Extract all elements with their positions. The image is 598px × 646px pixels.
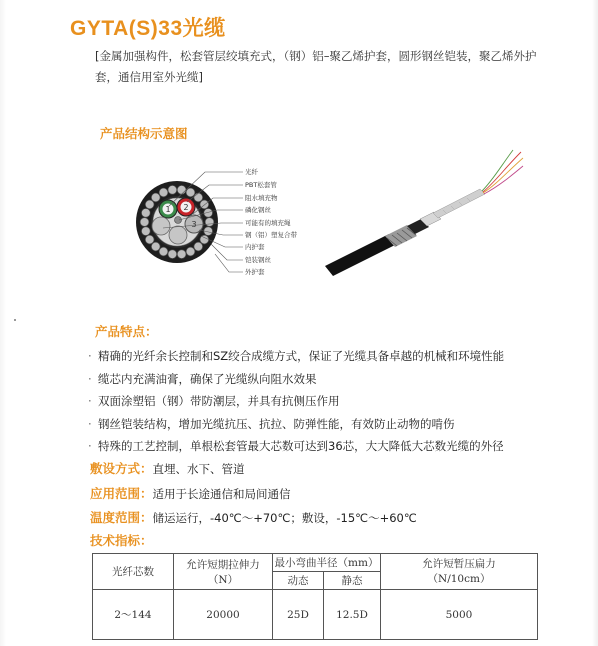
- header-crush: [381, 554, 538, 590]
- filler-rod-1: [169, 226, 187, 244]
- cable-side-view: [325, 148, 525, 278]
- features-heading: 产品特点：: [95, 324, 158, 339]
- side-tubes: [433, 189, 485, 218]
- armor-wire: [186, 188, 195, 197]
- cell-tensile: 20000: [174, 590, 273, 640]
- header-static: 静态: [324, 572, 381, 590]
- side-fibers: [482, 150, 523, 194]
- armor-wire: [186, 247, 195, 256]
- diagram-heading: 产品结构示意图: [100, 126, 188, 141]
- label-inner-sheath: 内护套: [245, 243, 265, 251]
- armor-wire: [141, 227, 150, 236]
- application-label: 应用范围：: [90, 486, 153, 501]
- application-value: 适用于长途通信和局间通信: [152, 487, 291, 501]
- label-fiber: 光纤: [245, 168, 258, 176]
- armor-wire: [159, 188, 168, 197]
- spec-table: [92, 553, 538, 640]
- filler-rod-2: [152, 217, 170, 235]
- armor-wire: [194, 242, 203, 251]
- cell-dynamic: 25D: [273, 590, 324, 640]
- armor-wire: [140, 218, 149, 227]
- header-crush-unit: （N/10cm）: [427, 572, 491, 585]
- label-outer-sheath: 外护套: [245, 268, 265, 276]
- label-pbt-tube: PBT松套管: [245, 181, 277, 189]
- armor-wire: [168, 250, 177, 259]
- tube-mark-3: 3: [191, 220, 197, 229]
- armor-wire: [151, 193, 160, 202]
- side-outer-sheath: [325, 234, 397, 276]
- laying-value: 直埋、水下、管道: [152, 462, 245, 476]
- label-composite-tape: 钢（铝）塑复合带: [245, 231, 297, 239]
- laying-method: [90, 459, 245, 477]
- header-tensile: 允许短期拉伸力（N）: [174, 554, 273, 590]
- armor-wire: [194, 193, 203, 202]
- cell-static: 12.5D: [324, 590, 381, 640]
- feature-item: · 特殊的工艺控制，单根松套管最大芯数可达到36芯，大大降低大芯数光缆的外径: [88, 439, 504, 453]
- armor-wire: [151, 242, 160, 251]
- product-title: GYTA(S)33光缆: [70, 17, 226, 40]
- armor-wire: [159, 247, 168, 256]
- header-dynamic: 动态: [273, 572, 324, 590]
- temperature-range: [90, 508, 417, 526]
- cell-fiber-count: 2～144: [93, 590, 174, 640]
- armor-wire: [205, 218, 214, 227]
- armor-wire: [177, 185, 186, 194]
- scan-speck: [14, 319, 16, 321]
- armor-wire: [141, 208, 150, 217]
- header-fiber-count: 光纤芯数: [93, 554, 174, 590]
- label-armor-wire: 铠装钢丝: [245, 256, 271, 264]
- tube-mark-2: 2: [183, 203, 189, 212]
- feature-item: · 钢丝铠装结构，增加光缆抗压、抗拉、防弹性能，有效防止动物的啃伤: [88, 416, 455, 431]
- label-steel-wire: 磷化钢丝: [245, 206, 271, 214]
- feature-item: · 双面涂塑铝（钢）带防潮层，并具有抗侧压作用: [88, 394, 340, 408]
- temperature-value: 储运运行，-40℃～+70℃；敷设，-15℃～+60℃: [152, 511, 417, 525]
- feature-list: [88, 345, 504, 458]
- application-range: [90, 484, 291, 502]
- label-water-blocking: 阻水填充物: [245, 194, 278, 202]
- tech-heading: 技术指标：: [90, 533, 153, 548]
- armor-wire: [168, 185, 177, 194]
- temperature-label: 温度范围：: [90, 510, 153, 525]
- product-description: [金属加强构件，松套管层绞填充式，（钢）铝–聚乙烯护套，圆形钢丝铠装，聚乙烯外护套，通信用室外光缆]: [95, 49, 537, 84]
- armor-wire: [145, 235, 154, 244]
- central-strength-member: [175, 217, 182, 224]
- table-row: [93, 590, 538, 640]
- cable-cross-section: [135, 162, 355, 282]
- label-filler: 可能有的填充绳: [245, 219, 291, 227]
- feature-item: · 缆芯内充满油膏，确保了光缆纵向阻水效果: [88, 371, 317, 386]
- laying-label: 敷设方式：: [90, 461, 153, 476]
- tube-mark-1: 1: [165, 205, 171, 214]
- cell-crush: 5000: [381, 590, 538, 640]
- armor-wire: [200, 235, 209, 244]
- armor-wire: [177, 250, 186, 259]
- header-bend-radius: 最小弯曲半径（mm）: [273, 554, 381, 572]
- feature-item: · 精确的光纤余长控制和SZ绞合成缆方式，保证了光缆具备卓越的机械和环境性能: [88, 349, 505, 363]
- armor-wire: [145, 200, 154, 209]
- header-crush-label: 允许短暂压扁力: [422, 557, 496, 570]
